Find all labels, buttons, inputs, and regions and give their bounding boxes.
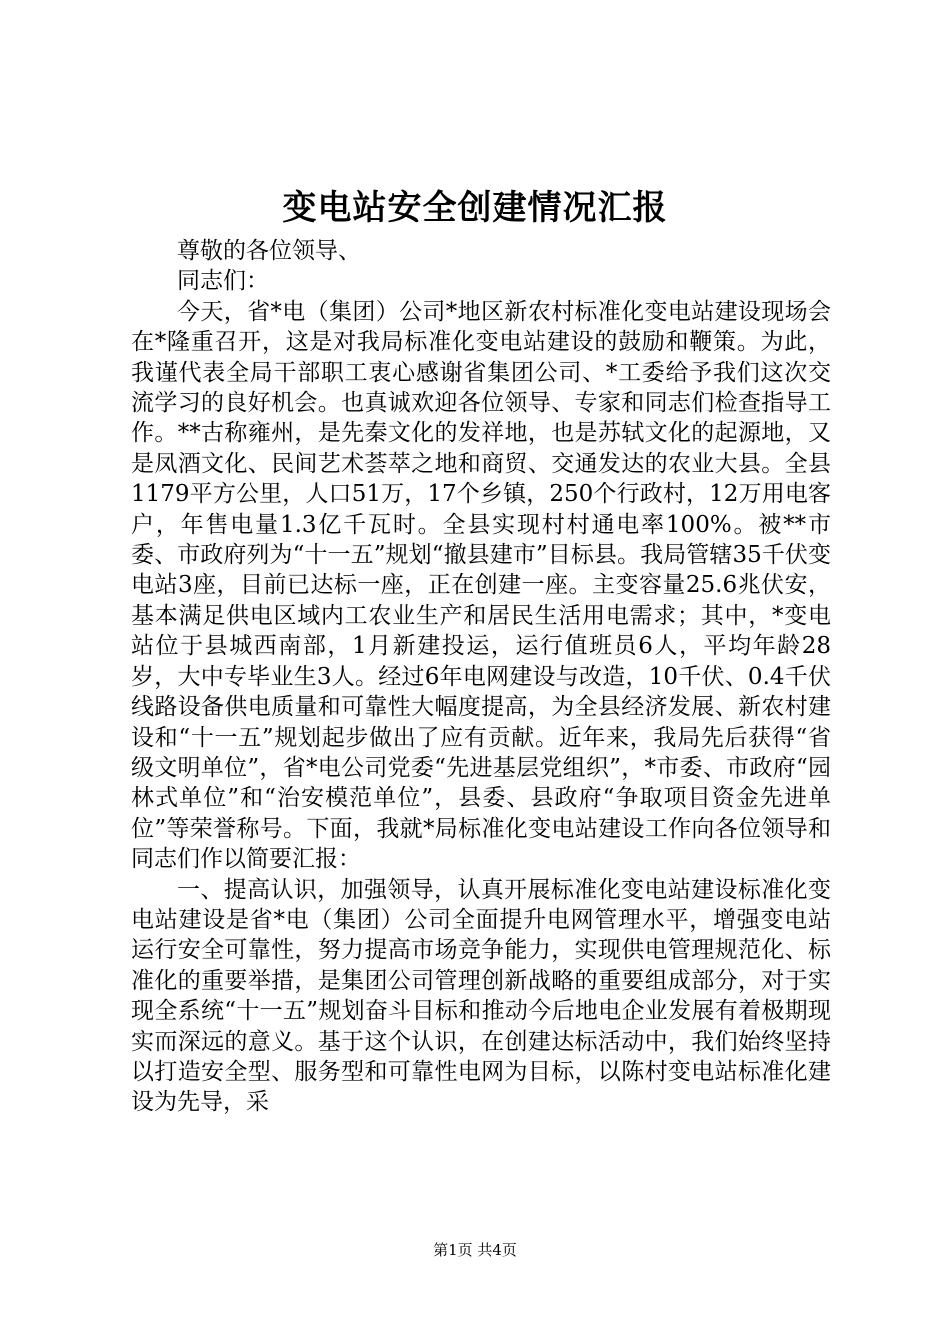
salutation-line: 尊敬的各位领导、 [177, 238, 361, 264]
document-body [131, 236, 831, 1118]
body-paragraph: 一、提高认识，加强领导，认真开展标准化变电站建设标准化变电站建设是省*电（集团）公司全面提升电网管理水平，增强变电站运行安全可靠性，努力提高市场竞争能力，实现供电管理规范化、标准化的重要举措，是集团公司管理创新战略的重要组成部分，对于实现全系统“十一五”规划奋斗目标和推动今后地电企业发展有着极期现实而深远的意义。基于这个认识，在创建达标活动中，我们始终坚持以打造安全型、服务型和可靠性电网为目标，以陈村变电站标准化建设为先导，采 [131, 876, 831, 1116]
page-number-footer: 第1页 共4页 [433, 1241, 517, 1259]
salutation-line: 同志们： [177, 268, 269, 295]
document-title: 变电站安全创建情况汇报 [282, 188, 668, 228]
body-paragraph: 今天，省*电（集团）公司*地区新农村标准化变电站建设现场会在*隆重召开，这是对我局标准化变电站建设的鼓励和鞭策。为此，我谨代表全局干部职工衷心感谢省集团公司、*工委给予我们这次交流学习的良好机会。也真诚欢迎各位领导、专家和同志们检查指导工作。**古称雍州，是先秦文化的发祥地，也是苏轼文化的起源地，又是凤酒文化、民间艺术荟萃之地和商贸、交通发达的农业大县。全县1179平方公里，人口51万，17个乡镇，250个行政村，12万用电客户，年售电量1.3亿千瓦时。全县实现村村通电率100%。被**市委、市政府列为“十一五”规划“撤县建市”目标县。我局管辖35千伏变电站3座，目前已达标一座，正在创建一座。主变容量25.6兆伏安，基本满足供电区域内工农业生产和居民生活用电需求；其中，*变电站位于县城西南部，1月新建投运，运行值班员6人，平均年龄28岁，大中专毕业生3人。经过6年电网建设与改造，10千伏、0.4千伏线路设备供电质量和可靠性大幅度提高，为全县经济发展、新农村建设和“十一五”规划起步做出了应有贡献。近年来，我局先后获得“省级文明单位”，省*电公司党委“先进基层党组织”，*市委、市政府“园林式单位”和“治安模范单位”，县委、县政府“争取项目资金先进单位”等荣誉称号。下面，我就*局标准化变电站建设工作向各位领导和同志们作以简要汇报： [131, 298, 831, 873]
